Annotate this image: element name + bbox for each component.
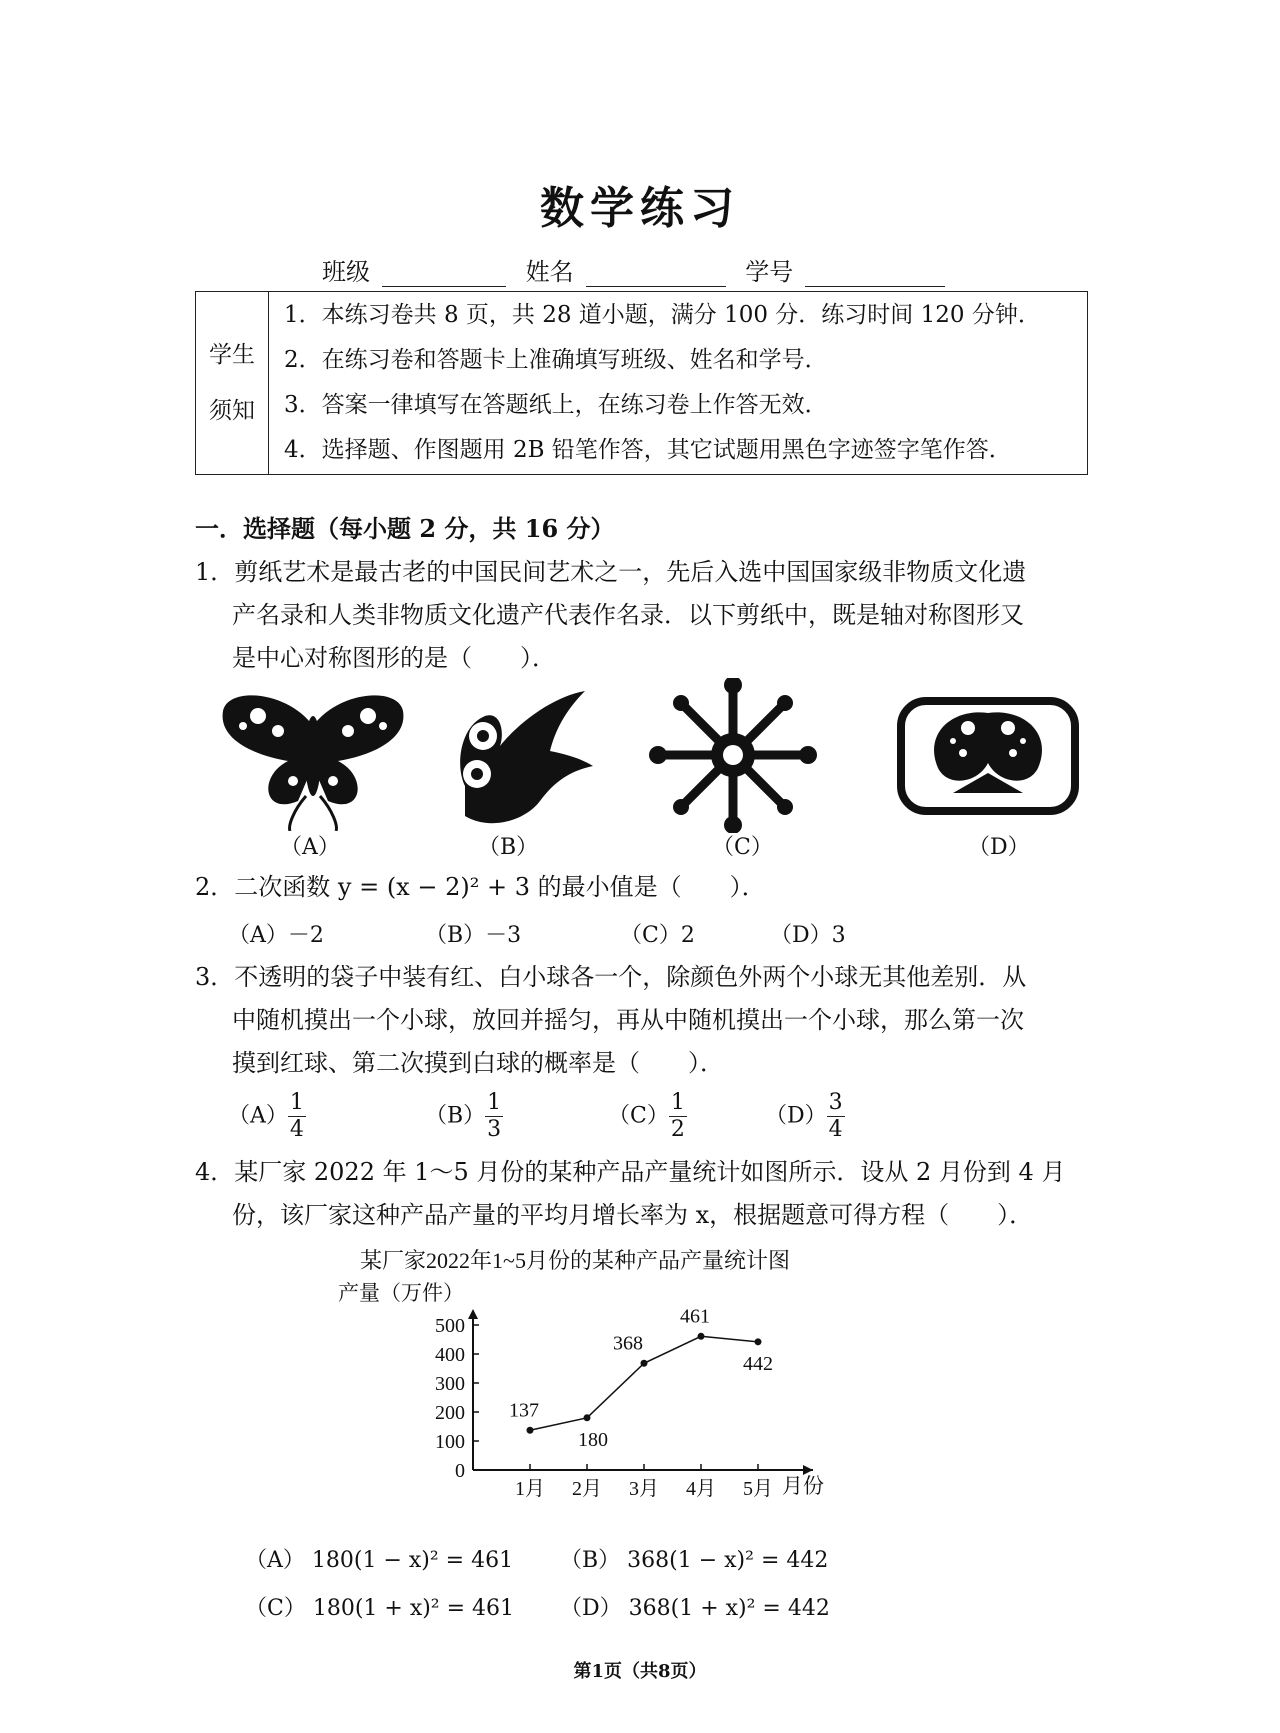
q1-label-d: （D） xyxy=(968,835,1030,860)
class-label: 班级 xyxy=(322,258,370,286)
series-line xyxy=(530,1336,758,1430)
data-point xyxy=(584,1414,591,1421)
page-title: 数学练习 xyxy=(540,183,740,234)
notice-item: 1．本练习卷共 8 页，共 28 道小题，满分 100 分．练习时间 120 分钟． xyxy=(284,302,1041,328)
q2-choice-b: （B）－3 xyxy=(425,923,522,948)
notice-table xyxy=(195,291,1088,475)
q2-text: 2．二次函数 y = (x − 2)² + 3 的最小值是（ ）． xyxy=(195,873,766,901)
data-label: 368 xyxy=(613,1332,643,1355)
y-tick-label: 300 xyxy=(435,1373,465,1395)
q3-choice-b: （B） $\frac{1}{3}$ xyxy=(425,1090,502,1142)
production-line-chart xyxy=(330,1240,890,1510)
student-id-field[interactable] xyxy=(805,262,945,287)
q4-line1: 4．某厂家 2022 年 1～5 月份的某种产品产量统计如图所示．设从 2 月份到 4 月 xyxy=(195,1158,1066,1186)
student-info-row xyxy=(322,252,957,287)
data-point xyxy=(641,1360,648,1367)
section-heading: 一．选择题（每小题 2 分，共 16 分） xyxy=(195,514,615,543)
fraction: $\frac{1}{3}$ xyxy=(487,1090,502,1142)
y-tick-label: 0 xyxy=(455,1460,465,1482)
q4-choice-d: （D） 368(1 + x)² = 442 xyxy=(560,1596,830,1621)
q1-line1: 1．剪纸艺术是最古老的中国民间艺术之一，先后入选中国国家级非物质文化遗 xyxy=(195,558,1027,586)
q4-choice-a: （A） 180(1 − x)² = 461 xyxy=(245,1548,514,1573)
q3-line3: 摸到红球、第二次摸到白球的概率是（ ）． xyxy=(232,1049,724,1077)
name-field[interactable] xyxy=(586,262,726,287)
q3-choice-a: （A） $\frac{1}{4}$ xyxy=(228,1090,304,1142)
id-label: 学号 xyxy=(745,258,794,286)
q1-line3: 是中心对称图形的是（ ）． xyxy=(232,644,556,672)
q3-line1: 3．不透明的袋子中装有红、白小球各一个，除颜色外两个小球无其他差别．从 xyxy=(195,963,1027,991)
swallow-papercut-image xyxy=(445,686,595,831)
chart-title: 某厂家2022年1~5月份的某种产品产量统计图 xyxy=(360,1248,790,1273)
y-tick-label: 100 xyxy=(435,1431,465,1453)
y-axis-label: 产量（万件） xyxy=(338,1281,464,1305)
x-tick-label: 4月 xyxy=(686,1478,716,1500)
q3-choice-d: （D） $\frac{3}{4}$ xyxy=(765,1090,843,1142)
page-number: 第1页（共8页） xyxy=(573,1661,707,1682)
notice-item: 4．选择题、作图题用 2B 铅笔作答，其它试题用黑色字迹签字笔作答． xyxy=(284,437,1012,463)
fraction: $\frac{3}{4}$ xyxy=(828,1090,843,1142)
x-tick-label: 3月 xyxy=(629,1478,659,1500)
x-tick-label: 5月 xyxy=(743,1478,773,1500)
data-label: 180 xyxy=(578,1428,608,1451)
data-point xyxy=(698,1333,705,1340)
q3-choice-c: （C） $\frac{1}{2}$ xyxy=(608,1090,685,1142)
q3-line2: 中随机摸出一个小球，放回并摇匀，再从中随机摸出一个小球，那么第一次 xyxy=(232,1006,1024,1034)
q4-choice-c: （C） 180(1 + x)² = 461 xyxy=(245,1596,515,1621)
q1-label-a: （A） xyxy=(280,835,340,860)
data-label: 442 xyxy=(743,1352,773,1375)
notice-item: 3．答案一律填写在答题纸上，在练习卷上作答无效． xyxy=(284,392,828,418)
fish-papercut-image xyxy=(893,693,1083,818)
data-label: 137 xyxy=(509,1399,539,1422)
q4-choice-b: （B） 368(1 − x)² = 442 xyxy=(560,1548,829,1573)
q4-line2: 份，该厂家这种产品产量的平均月增长率为 x，根据题意可得方程（ ）． xyxy=(232,1201,1034,1229)
butterfly-papercut-image xyxy=(218,686,408,831)
x-tick-label: 1月 xyxy=(515,1478,545,1500)
notice-items xyxy=(269,292,1088,475)
q2-choice-c: （C）2 xyxy=(620,923,695,948)
fraction: $\frac{1}{2}$ xyxy=(670,1090,685,1142)
notice-heading: 学生 须知 xyxy=(196,292,269,475)
q2-choice-d: （D）3 xyxy=(770,923,846,948)
y-tick-label: 500 xyxy=(435,1315,465,1337)
notice-item: 2．在练习卷和答题卡上准确填写班级、姓名和学号． xyxy=(284,347,828,373)
name-label: 姓名 xyxy=(525,258,574,286)
y-tick-label: 200 xyxy=(435,1402,465,1424)
fraction: $\frac{1}{4}$ xyxy=(289,1090,304,1142)
data-label: 461 xyxy=(680,1305,710,1328)
snowflake-papercut-image xyxy=(648,678,818,833)
q1-line2: 产名录和人类非物质文化遗产代表作名录．以下剪纸中，既是轴对称图形又 xyxy=(232,601,1024,629)
x-axis-label: 月份 xyxy=(782,1474,824,1498)
y-axis-arrow xyxy=(468,1309,478,1319)
data-point xyxy=(755,1338,762,1345)
x-tick-label: 2月 xyxy=(572,1478,602,1500)
data-point xyxy=(527,1427,534,1434)
q1-label-b: （B） xyxy=(478,835,539,860)
q2-choice-a: （A）－2 xyxy=(228,923,324,948)
q1-label-c: （C） xyxy=(712,835,773,860)
y-tick-label: 400 xyxy=(435,1344,465,1366)
class-field[interactable] xyxy=(382,262,506,287)
